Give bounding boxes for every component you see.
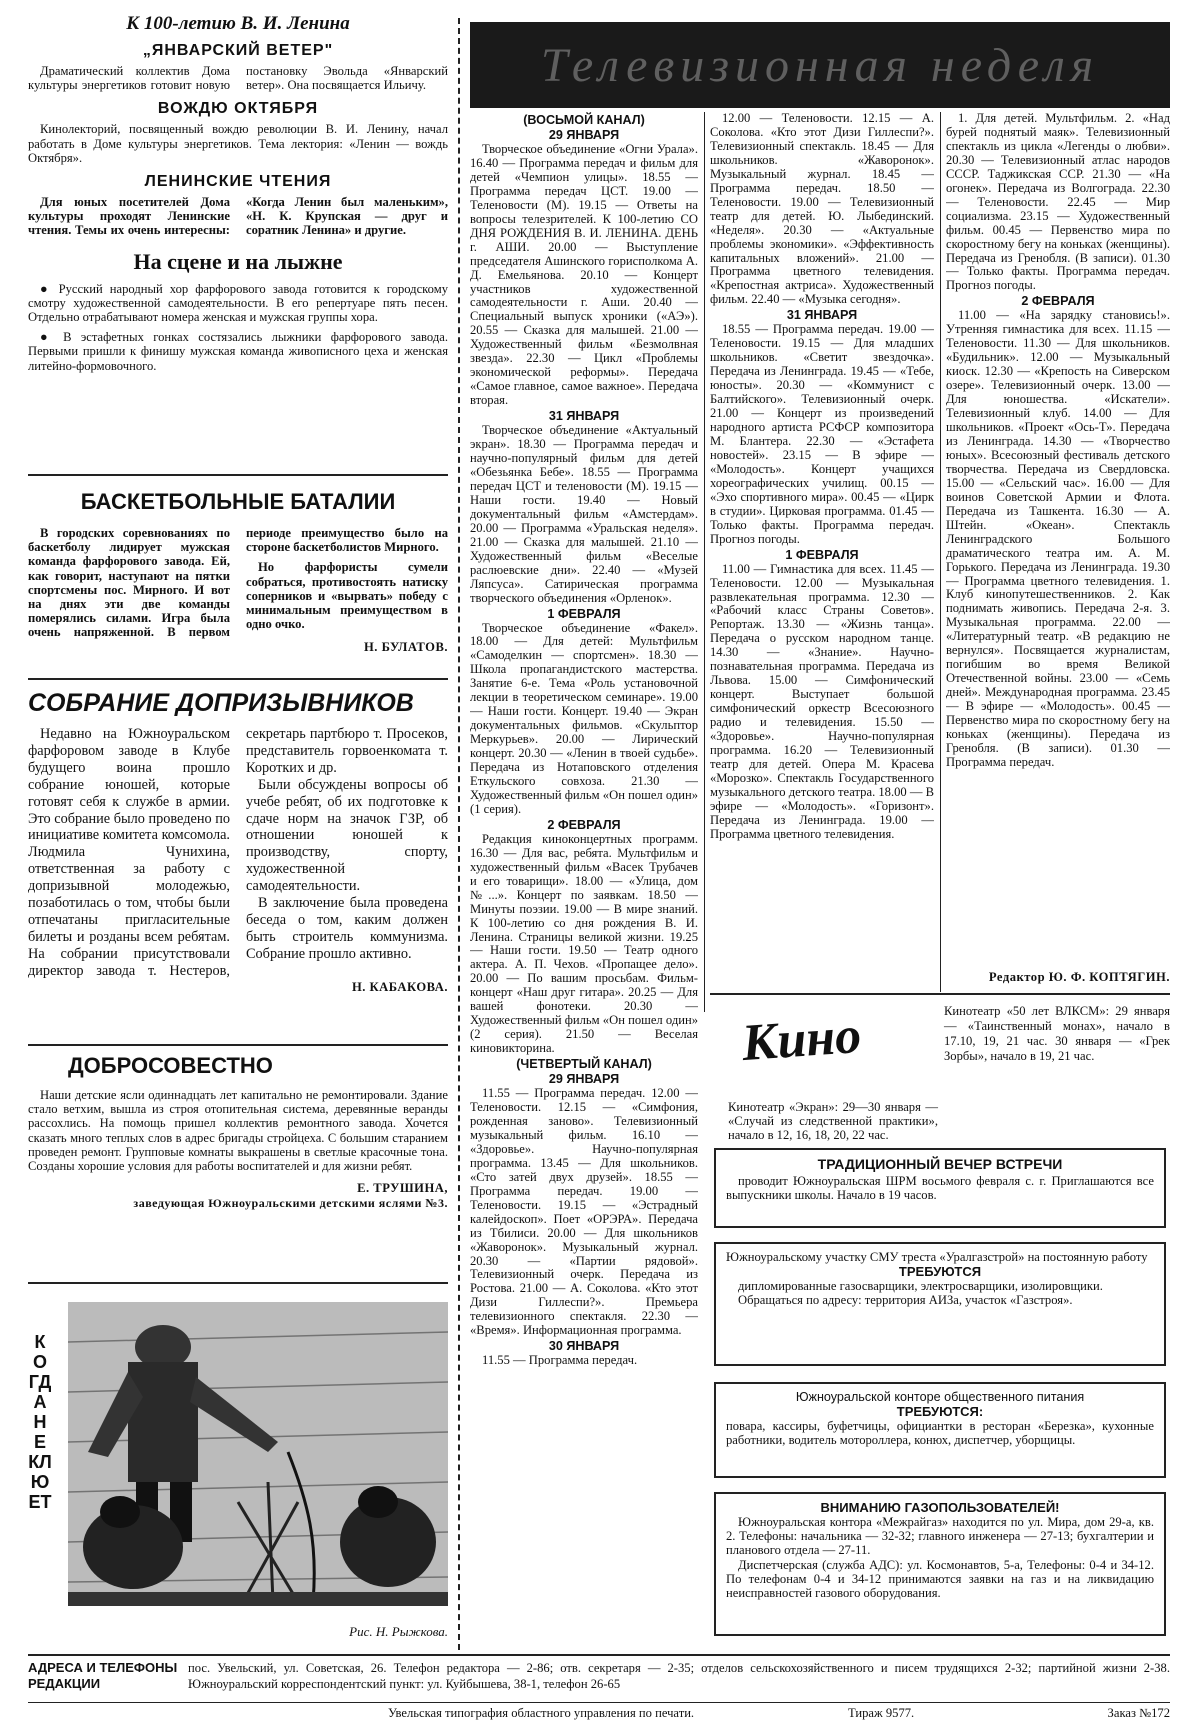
tv-banner-title: Телевизионная неделя xyxy=(540,38,1100,92)
tv-column-2 xyxy=(710,112,934,992)
signature: Е. ТРУШИНА, xyxy=(357,1181,448,1196)
article-text: Для юных посетителей Дома культуры проходят Ленинские чтения. Темы их очень интересны: «Когда Ленин был маленьким», «Н. К. Крупская — друг и соратник Ленина» и другие. xyxy=(28,195,448,238)
tv-program-text: Редакция киноконцертных программ. 16.30 — Для вас, ребята. Мультфильм и художественный фильм «Васек Трубачев и его товарищи». 18.00 — «Улица, дом №...». Концерт по заявкам. 18.50 — Минуты поэзии. 19.00 — В мире знаний. К 100-летию со дня рождения В. И. Ленина. Страницы великой жизни. 19.25 — Наши гости. 19.50 — Театр одного актера. А. П. Чехов. «Пропащее дело». 20.00 — По вашим просьбам. Фильм-концерт «Наш друг гитара». 20.25 — Для вашей фонотеки. 20.30 — Художественный фильм «Он пошел один» (2 серия). 21.50 — Веселая киновикторина. xyxy=(470,831,698,1056)
tv-day-heading: 1 ФЕВРАЛЯ xyxy=(547,606,621,621)
headline: ДОБРОСОВЕСТНО xyxy=(68,1053,273,1078)
article-honest xyxy=(28,1052,448,1211)
tv-column-3 xyxy=(946,112,1170,960)
ad-smu-title: ТРЕБУЮТСЯ xyxy=(898,1264,982,1280)
ad-food xyxy=(714,1382,1166,1478)
imprint-order: Заказ №172 xyxy=(1107,1706,1170,1720)
footer-text: пос. Увельский, ул. Советская, 26. Телефон редактора — 2-86; отв. секретаря — 2-35; отделов сельскохозяйственного и писем трудящихся 2-32; партийной жизни 2-38. Южноуральский корреспондентский пункт: ул. Куйбышева, 38-1, телефон 26-65 xyxy=(188,1661,1170,1691)
tv-program-text: 11.00 — «На зарядку становись!». Утренняя гимнастика для всех. 11.15 — Теленовости. 11.30 — Для школьников. «Будильник». 12.00 — Музыкальный киоск. 12.30 — «Крепость на Сиверском озере». Телевизионный очерк. 13.00 — Для юношества. «Искатели». Телевизионный клуб. 14.00 — Для школьников. «Проект «Ось-Т». Передача из Ленинграда. 14.30 — «Творчество юных». Всесоюзный фестиваль детского творчества. Передача из Свердловска. 15.00 — «Сельский час». 16.00 — Для воинов Советской Армии и Флота. Передача из Ташкента. 16.30 — А. Штейн. «Океан». Спектакль Ленинградского Большого драматического театра им. А. М. Горького. Передача из Ленинграда. 19.30 — Программа цветного телевидения. 1. Клуб кинопутешественников. 2. Как поднимать живопись. Передача 2-я. 3. Музыкальная программа. 22.00 — «Литературный театр. «В редакцию не вернулся». Посвящается журналистам, погибшим во время Великой Отечественной войны. 23.00 — «Семь дней». Международная программа. 23.45 — В эфире — «Молодость». 00.45 — Первенство мира по скоростному бегу на коньках (женщины). Передача из Гренобля. (В записи). 01.30 — Программа передач. xyxy=(946,308,1170,769)
tv-program-text: 11.00 — Гимнастика для всех. 11.45 — Теленовости. 12.00 — Музыкальная развлекательная программа. 12.30 — «Рабочий класс Страны Советов». Репортаж. 13.30 — «Жизнь танца». Передача о русском народном танце. 14.30 — «Знание». Научно-познавательная программа. Передача из Львова. 15.00 — Симфонический концерт. Выступает большой симфонический оркестр Всесоюзного радио и телевидения. 15.50 — «Здоровье». Научно-популярная программа. 16.20 — Телевизионный театр для детей. Опера М. Красева «Морозко». Спектакль Государственного музыкального детского театра. 18.00 — В эфире — «Молодость». «Горизонт». Передача из Ленинграда. 19.00 — Программа цветного телевидения. xyxy=(710,561,934,841)
article-text: Драматический коллектив Дома культуры энергетиков готовит новую постановку Эвольда «Январский ветер». Она посвящается Ильичу. xyxy=(28,64,448,93)
tv-day-heading: 2 ФЕВРАЛЯ xyxy=(547,817,621,832)
tv-program-text: Творческое объединение «Огни Урала». 16.40 — Программа передач и фильм для детей «Чемпион улицы». 18.55 — Программа передач ЦСТ. 19.00 — Теленовости (М). 19.15 — Ответы на вопросы телезрителей. К 100-летию СО ДНЯ РОЖДЕНИЯ В. И. ЛЕНИНА. ДЕНЬ г. АШИ. 20.00 — Выступление председателя Ашинского горисполкома А. Д. Емельянова. 20.10 — Концерт участников художественной самодеятельности г. Аши. 20.40 — Специальный выпуск хроники («АЭ»). 20.55 — Сказка для малышей. 21.00 — Художественный фильм «Безмолвная звезда». 22.30 — Цикл «Проблемы экономической реформы». Передача «Самое главное, самое важное». Передача вторая. xyxy=(470,142,698,408)
tv-day-heading: 29 ЯНВАРЯ xyxy=(548,1072,620,1087)
kino-ekran: Кинотеатр «Экран»: 29—30 января — «Случай из следственной практики», начало в 12, 16, 18, 20, 22 час. xyxy=(728,1100,938,1143)
tv-day-heading: 2 ФЕВРАЛЯ xyxy=(1021,294,1095,309)
article-meeting xyxy=(28,688,448,995)
cartoon-drawing xyxy=(68,1302,448,1606)
ad-food-text: повара, кассиры, буфетчицы, официантки в ресторан «Березка», кухонные работники, водитель мотороллера, конюх, диспетчер, уборщицы. xyxy=(726,1419,1154,1448)
tv-column-1 xyxy=(470,112,698,1637)
ad-smu xyxy=(714,1242,1166,1366)
anniversary-header: К 100-летию В. И. Ленина xyxy=(126,13,350,34)
tv-program-text: 11.55 — Программа передач. 12.00 — Теленовости. 12.15 — «Симфония, рожденная заново». Телевизионный музыкальный фильм. 16.10 — «Здоровье». Научно-популярная программа. 13.45 — Для школьников. «Сто затей двух друзей». 18.55 — Программа передач. 19.00 — Теленовости. 19.15 — «Эстрадный калейдоскоп». Поет «ОРЭРА». Передача из Тбилиси. 20.00 — Для школьников «Жаворонок». Музыкальный журнал. 20.30 — «Партии рядовой». Телевизионный очерк. Передача из Ростова. 21.00 — А. Соколова. «Кто этот Дизи Гиллеспи?». Премьера телевизионного спектакля. 22.30 — «Время». Информационная программа. xyxy=(470,1086,698,1338)
tv-day-heading: 31 ЯНВАРЯ xyxy=(548,409,620,424)
signature: Н. БУЛАТОВ. xyxy=(363,639,448,654)
ad-evening-title: ТРАДИЦИОННЫЙ ВЕЧЕР ВСТРЕЧИ xyxy=(817,1156,1063,1172)
article-text: Недавно на Южноуральском фарфоровом заводе в Клубе будущего воина прошло собрание юношей, которые готовят себя к службе в армии. Это собрание было проведено по инициативе комитета комсомола. Людмила Чунихина, ответственная за работу с допризывной молодежью, позаботилась о том, чтобы были отпечатаны пригласительные билеты и розданы всем ребятам. На собрании присутствовали директор завода т. Нестеров, секретарь партбюро т. Просеков, представитель горвоенкомата т. Коротких и др. xyxy=(28,726,448,979)
left-column xyxy=(28,12,448,1652)
imprint xyxy=(28,1706,1170,1726)
ad-gas xyxy=(714,1492,1166,1636)
tv-program-text: 18.55 — Программа передач. 19.00 — Теленовости. 19.15 — Для младших школьников. «Светит звездочка». Передача из Ленинграда. 19.45 — «Тебе, юносты». 20.30 — «Коммунист с Балтийского». Телевизионный очерк. 21.00 — Концерт из произведений народного артиста РСФСР композитора М. Блантера. 22.30 — «Эстафета новостей». 23.15 — В эфире — «Молодость». Концерт учащихся хореографических училищ. 00.15 — «Эхо спортивного мира». 00.45 — «Цирк в студии». Цирковая программа. 01.45 — Только факты. Программа передач. Прогноз погоды. xyxy=(710,322,934,546)
article-text: В заключение была проведена беседа о том, каким должен быть строитель коммунизма. Собрание прошло активно. xyxy=(246,895,448,962)
tv-program-text: Творческое объединение «Актуальный экран». 18.30 — Программа передач и научно-популярный фильм для детей «Обезьянка Бебе». 18.55 — Программа передач ЦСТ и теленовости (М). 19.15 — Наши гости. 19.40 — Новый документальный фильм «Амстердам». 20.00 — Программа «Уральская неделя». 21.00 — Сказка для малышей. 21.10 — Художественный фильм «Веселые раслюевские дни». 22.40 — «Музей Ляпсуса». Сатирическая программа творческого объединения «Орленок». xyxy=(470,423,698,605)
ad-smu-address: Обращаться по адресу: территория АИЗа, участок «Газстроя». xyxy=(738,1293,1073,1308)
kino-logo: Кино xyxy=(740,1006,863,1073)
kino-section xyxy=(710,1004,1170,1143)
tv-day-heading: 29 ЯНВАРЯ xyxy=(548,128,620,142)
article-leader xyxy=(28,100,448,165)
editor: Редактор Ю. Ф. КОПТЯГИН. xyxy=(988,970,1170,984)
cartoon-vertical-title: КОГДА НЕ КЛЮЕТ xyxy=(28,1332,52,1512)
article-readings xyxy=(28,173,448,238)
article-text: В городских соревнованиях по баскетболу лидирует мужская команда фарфорового завода. Ей, как говорит, наступают на пятки спортсмены пос. Мирного. И вот на днях эти две команды померялись силами. Игра была очень напряженной. В первом периоде преимущество было на стороне баскетболистов Мирного. xyxy=(28,526,448,640)
ad-smu-intro: Южноуральскому участку СМУ треста «Уралгазстрой» на постоянную работу xyxy=(726,1250,1148,1264)
signature-role: заведующая Южноуральскими детскими яслями №3. xyxy=(133,1196,448,1211)
ad-evening xyxy=(714,1148,1166,1228)
headline: „ЯНВАРСКИЙ ВЕТЕР" xyxy=(142,42,334,59)
tv-day-heading: 31 ЯНВАРЯ xyxy=(786,308,858,323)
article-text: ● Русский народный хор фарфорового завода готовится к городскому смотру художественной самодеятельности. В его репертуаре пять песен. Отдельно отрабатывают номера женская и мужская группы хора. xyxy=(28,281,448,325)
kino-vlksm: Кинотеатр «50 лет ВЛКСМ»: 29 января — «Таинственный монах», начало в 17.10, 19, 21 час. 30 января — «Грек Зорбы», начало в 19, 21 час. xyxy=(944,1004,1170,1063)
article-wind xyxy=(28,42,448,92)
ad-food-title: ТРЕБУЮТСЯ: xyxy=(896,1404,984,1419)
cartoon xyxy=(28,1302,448,1652)
imprint-run: Тираж 9577. xyxy=(848,1706,915,1720)
ad-gas-p1: Южноуральская контора «Межрайгаз» находится по ул. Мира, дом 29-а, кв. 2. Телефоны: начальника — 32-32; главного инженера — 27-13; бухгалтерии и планового отдела — 27-11. xyxy=(726,1515,1154,1558)
tv-banner xyxy=(470,22,1170,108)
article-text: Кинолекторий, посвященный вождю революции В. И. Ленину, начал работать в Доме культуры энергетиков. Тема лектория: «Ленин — вождь Октября». xyxy=(28,122,448,165)
article-text: Наши детские ясли одиннадцать лет капитально не ремонтировали. Здание стало ветхим, вышла из строя отопительная система, деревянные веранды рассохлись. На помощь пришел коллектив ремонтного завода. Хочется сказать много теплых слов в адрес бригады стройцеха. С большим старанием проведен ремонт. Групповые комнаты выкрашены в светлые красочные тона. Созданы хорошие условия для работы воспитателей и для жизни ребят. xyxy=(28,1088,448,1174)
ad-evening-text: проводит Южноуральская ШРМ восьмого февраля с. г. Приглашаются все выпускники школы. Начало в 19 часов. xyxy=(726,1174,1154,1203)
tv-day-heading: (ВОСЬМОЙ КАНАЛ) xyxy=(523,113,645,127)
headline: СОБРАНИЕ ДОПРИЗЫВНИКОВ xyxy=(28,689,414,717)
article-text: Но фарфористы сумели собраться, противостоять натиску соперников и «вырвать» победу с минимальным преимуществом в одно очко. xyxy=(246,560,448,632)
tv-program-text: 1. Для детей. Мультфильм. 2. «Над бурей поднятый маяк». Телевизионный спектакль из цикла «Легенды о любви». 20.30 — Телевизионный атлас народов СССР. Таджикская ССР. 21.30 — «На огонек». Передача из Волгограда. 22.30 — Теленовости. 22.45 — Мир социализма. 23.15 — Художественный фильм. 00.45 — Первенство мира по скоростному бегу на коньках (женщины). Передача из Гренобля. (В записи). 01.30 — Только факты. Программа передач. Прогноз погоды. xyxy=(946,112,1170,293)
article-basketball xyxy=(28,488,448,655)
imprint-printer: Увельская типография областного управления по печати. xyxy=(388,1706,695,1720)
ad-food-intro: Южноуральской конторе общественного питания xyxy=(795,1390,1085,1404)
footer xyxy=(28,1660,1170,1704)
headline: ЛЕНИНСКИЕ ЧТЕНИЯ xyxy=(144,173,332,191)
tv-day-heading: 1 ФЕВРАЛЯ xyxy=(785,547,859,562)
tv-day-heading: (ЧЕТВЕРТЫЙ КАНАЛ) xyxy=(516,1057,652,1072)
headline: ВОЖДЮ ОКТЯБРЯ xyxy=(157,100,319,118)
cartoon-credit: Рис. Н. Рыжкова. xyxy=(349,1624,448,1639)
footer-label: АДРЕСА И ТЕЛЕФОНЫ РЕДАКЦИИ xyxy=(28,1660,178,1691)
ad-gas-p2: Диспетчерская (служба АДС): ул. Космонавтов, 5-а, Телефоны: 0-4 и 34-12. По телефонам 0-4 и 34-12 принимаются заявки на газ и на ликвидацию неисправностей газового оборудования. xyxy=(726,1557,1154,1601)
article-stage xyxy=(28,248,448,373)
tv-day-heading: 30 ЯНВАРЯ xyxy=(548,1339,620,1354)
tv-program-text: Творческое объединение «Факел». 18.00 — Для детей: Мультфильм «Самоделкин — спортсмен». 18.30 — Школа пропагандистского мастерства. Занятие 6-е. Тема «Роль установочной лекции в теоретическом семинаре». 19.00 — Наши гости. Концерт. 19.40 — Экран документальных фильмов. «Скульптор Меркурьев». 20.00 — Лирический концерт. 20.30 — «Ленин в твоей судьбе». Передача из Нотаповского отделения Еткульского совхоза. 21.30 — Художественный фильм «Он пошел один» (1 серия). xyxy=(470,620,698,816)
headline: На сцене и на лыжне xyxy=(133,248,343,274)
signature: Н. КАБАКОВА. xyxy=(351,979,448,994)
ad-smu-text: дипломированные газосварщики, электросварщики, изолировщики. xyxy=(738,1279,1103,1294)
tv-program-text: 11.55 — Программа передач. xyxy=(482,1353,638,1368)
tv-program-text: 12.00 — Теленовости. 12.15 — А. Соколова. «Кто этот Дизи Гиллеспи?». Телевизионный спектакль. 18.45 — Для школьников. «Жаворонок». Музыкальный журнал. 18.45 — Программа передач. 18.50 — Теленовости. 19.00 — Телевизионный театр для детей. Ю. Лыбединский. «Неделя». 20.30 — «Актуальные проблемы экономики». «Эффективность капитальных вложений». 21.00 — Программа цветного телевидения. «Крепостная актриса». Художественный фильм. 22.40 — «Музыка сегодня». xyxy=(710,112,934,307)
ad-gas-title: ВНИМАНИЮ ГАЗОПОЛЬЗОВАТЕЛЕЙ! xyxy=(820,1500,1060,1515)
article-text: Были обсуждены вопросы об учебе ребят, об их подготовке к сдаче норм на значок ГЗР, об отношении юношей к производству, спорту, художественной самодеятельности. xyxy=(246,776,448,895)
article-text: ● В эстафетных гонках состязались лыжники фарфорового завода. Первыми пришли к финишу мужская команда живописного цеха и женская литейно-формовочного. xyxy=(28,330,448,373)
headline: БАСКЕТБОЛЬНЫЕ БАТАЛИИ xyxy=(80,489,396,514)
